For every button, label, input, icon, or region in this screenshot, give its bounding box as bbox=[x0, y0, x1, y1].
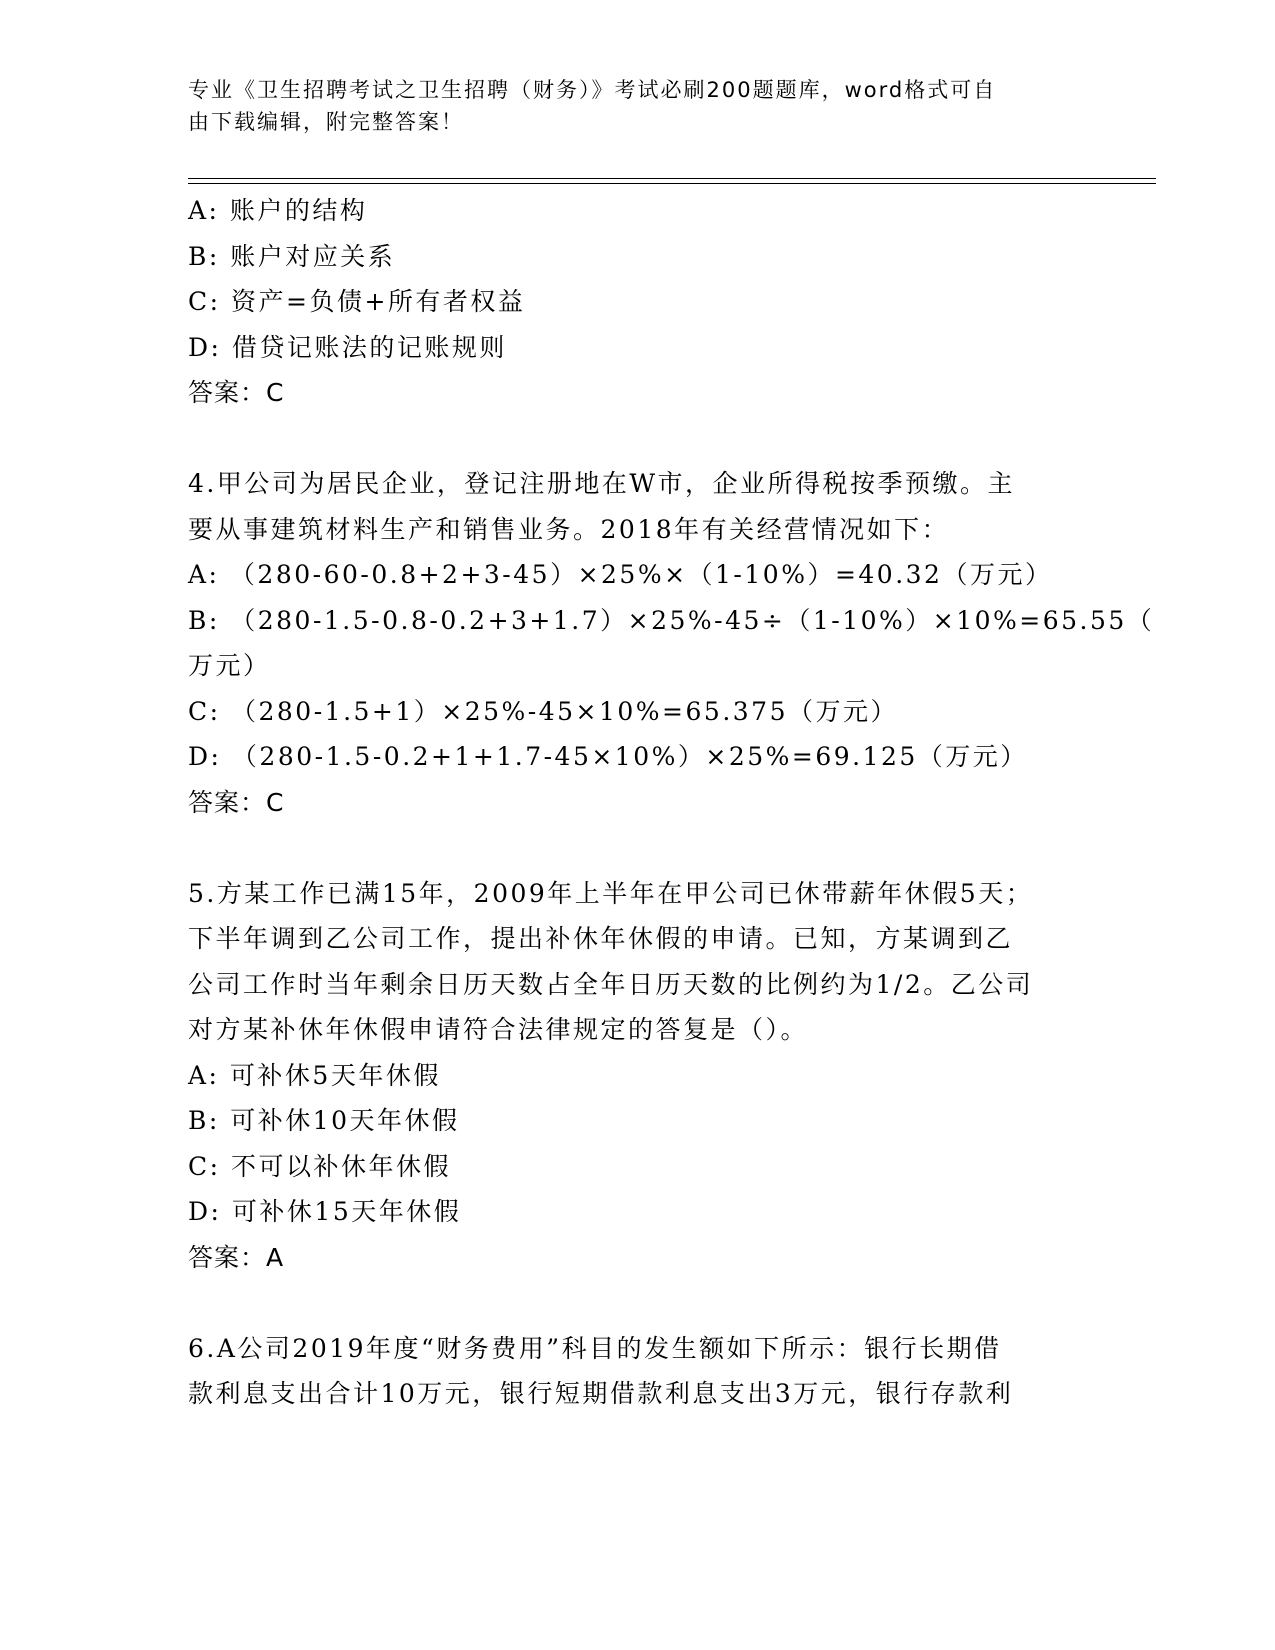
option-c: C: 不可以补休年休假 bbox=[188, 1151, 451, 1181]
header-divider-bottom bbox=[188, 183, 1156, 184]
option-d: D: 可补休15天年休假 bbox=[188, 1197, 462, 1226]
header-divider-top bbox=[188, 178, 1156, 179]
question-3-block bbox=[188, 188, 1088, 416]
option-c: C: 资产=负债+所有者权益 bbox=[188, 287, 526, 316]
option-a: A: 账户的结构 bbox=[188, 196, 368, 225]
question-4-block bbox=[188, 461, 1155, 825]
header-line-1: 专业《卫生招聘考试之卫生招聘（财务）》考试必刷200题题库，word格式可自 bbox=[188, 78, 997, 102]
answer-line: 答案：C bbox=[188, 378, 285, 407]
question-stem-line: 下半年调到乙公司工作，提出补休年休假的申请。已知，方某调到乙 bbox=[188, 924, 1014, 953]
question-6-block bbox=[188, 1326, 1088, 1417]
option-c: C: （280-1.5+1）×25%-45×10%=65.375（万元） bbox=[188, 696, 898, 726]
question-stem-line: 款利息支出合计10万元，银行短期借款利息支出3万元，银行存款利 bbox=[188, 1379, 1014, 1408]
question-stem-line: 公司工作时当年剩余日历天数占全年日历天数的比例约为1/2。乙公司 bbox=[188, 969, 1034, 999]
option-d: D: 借贷记账法的记账规则 bbox=[188, 332, 507, 362]
question-stem-line: 要从事建筑材料生产和销售业务。2018年有关经营情况如下： bbox=[188, 514, 950, 544]
question-stem-line: 4.甲公司为居民企业，登记注册地在W市，企业所得税按季预缴。主 bbox=[188, 469, 1016, 498]
option-b: B: 可补休10天年休假 bbox=[188, 1106, 460, 1135]
spacer bbox=[188, 825, 1088, 871]
option-b-continued: 万元） bbox=[188, 651, 271, 680]
document-header bbox=[188, 74, 1088, 138]
document-body bbox=[188, 188, 1155, 1417]
spacer bbox=[188, 1280, 1088, 1326]
question-5-block bbox=[188, 871, 1088, 1281]
question-stem-line: 6.A公司2019年度“财务费用”科目的发生额如下所示：银行长期借 bbox=[188, 1333, 1002, 1363]
option-b: B: （280-1.5-0.8-0.2+3+1.7）×25%-45÷（1-10%）×10%=65.55（ bbox=[188, 605, 1155, 635]
header-line-2: 由下载编辑，附完整答案！ bbox=[188, 110, 464, 134]
answer-line: 答案：A bbox=[188, 1242, 285, 1272]
option-a: A: 可补休5天年休假 bbox=[188, 1060, 441, 1090]
option-b: B: 账户对应关系 bbox=[188, 241, 396, 271]
question-stem-line: 对方某补休年休假申请符合法律规定的答复是（）。 bbox=[188, 1015, 809, 1044]
spacer bbox=[188, 416, 1088, 462]
option-d: D: （280-1.5-0.2+1+1.7-45×10%）×25%=69.125（万元） bbox=[188, 742, 1028, 771]
option-a: A: （280-60-0.8+2+3-45）×25%×（1-10%）=40.32（万元） bbox=[188, 560, 1053, 589]
answer-line: 答案：C bbox=[188, 787, 285, 817]
question-stem-line: 5.方某工作已满15年，2009年上半年在甲公司已休带薪年休假5天； bbox=[188, 878, 1034, 908]
